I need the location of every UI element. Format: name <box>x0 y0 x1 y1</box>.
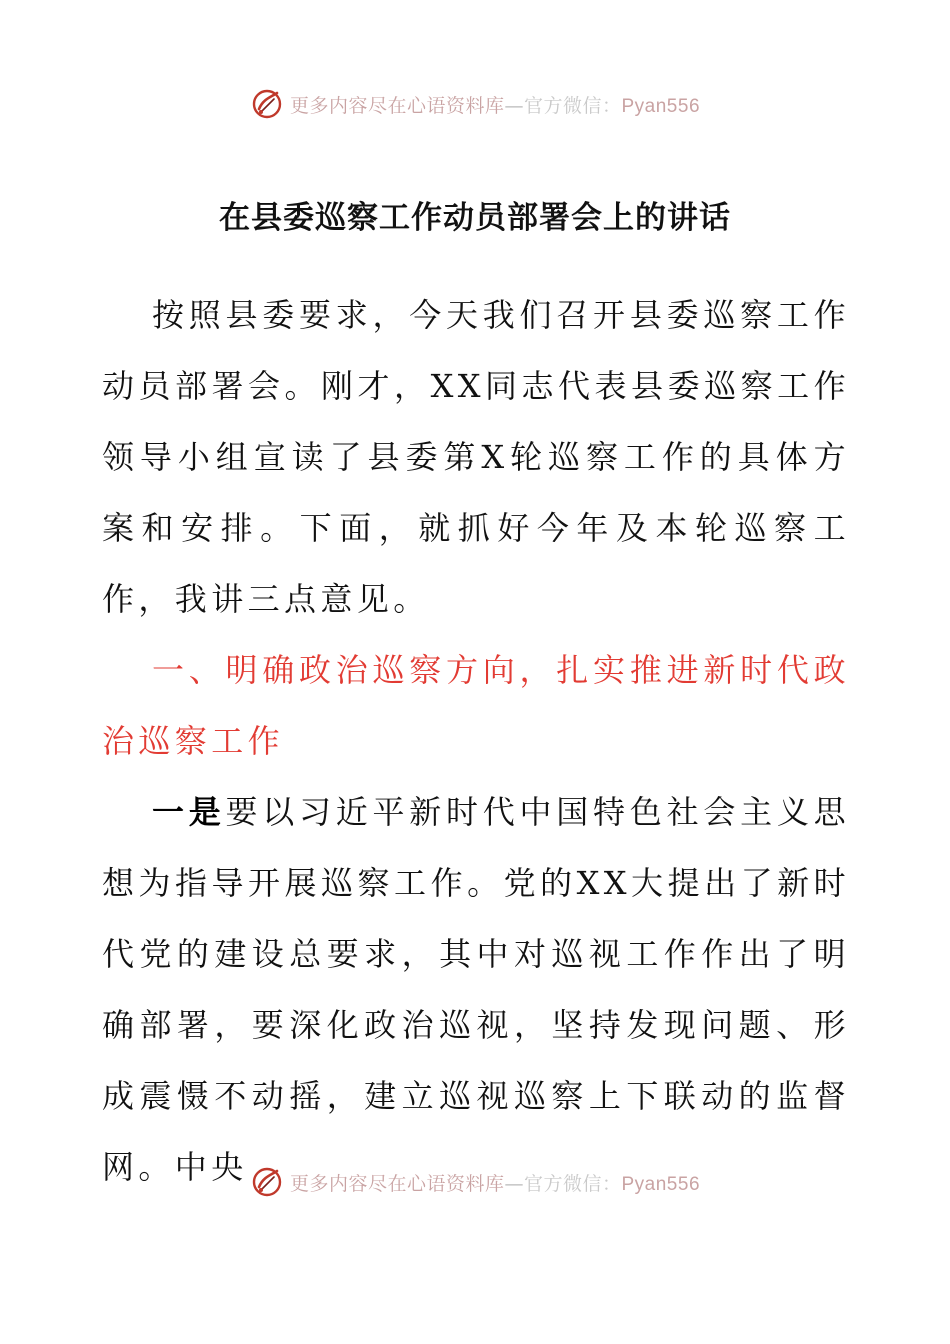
paragraph-2-lead: 一是 <box>152 793 226 831</box>
banner-brand-text: 更多内容尽在心语资料库 <box>289 94 505 117</box>
paragraph-2 <box>102 777 850 1203</box>
document-title: 在县委巡察工作动员部署会上的讲话 <box>219 200 731 236</box>
banner-wechat-id: Pyan556 <box>621 1173 701 1195</box>
section-heading-1: 一、明确政治巡察方向，扎实推进新时代政治巡察工作 <box>102 651 850 760</box>
banner-brand-text: 更多内容尽在心语资料库 <box>289 1172 505 1195</box>
banner-wechat-label: 官方微信： <box>523 1172 622 1195</box>
banner-wechat-label: 官方微信： <box>523 94 622 117</box>
banner-separator: — <box>504 1172 524 1195</box>
brand-logo-icon <box>250 87 284 121</box>
header-watermark-banner <box>0 84 950 124</box>
banner-wechat-id: Pyan556 <box>621 95 701 117</box>
document-body <box>102 280 850 1203</box>
brand-logo-icon <box>250 1165 284 1199</box>
paragraph-1: 按照县委要求，今天我们召开县委巡察工作动员部署会。刚才，XX同志代表县委巡察工作领导小组宣读了县委第X轮巡察工作的具体方案和安排。下面，就抓好今年及本轮巡察工作，我讲三点意见。 <box>102 296 850 618</box>
footer-watermark-banner <box>0 1162 950 1202</box>
paragraph-2-text: 要以习近平新时代中国特色社会主义思想为指导开展巡察工作。党的XX大提出了新时代党的建设总要求，其中对巡视工作作出了明确部署，要深化政治巡视，坚持发现问题、形成震慑不动摇，建立巡视巡察上下联动的监督网。中央 <box>102 793 850 1186</box>
banner-text <box>290 91 700 118</box>
banner-separator: — <box>504 94 524 117</box>
banner-text <box>290 1169 700 1196</box>
